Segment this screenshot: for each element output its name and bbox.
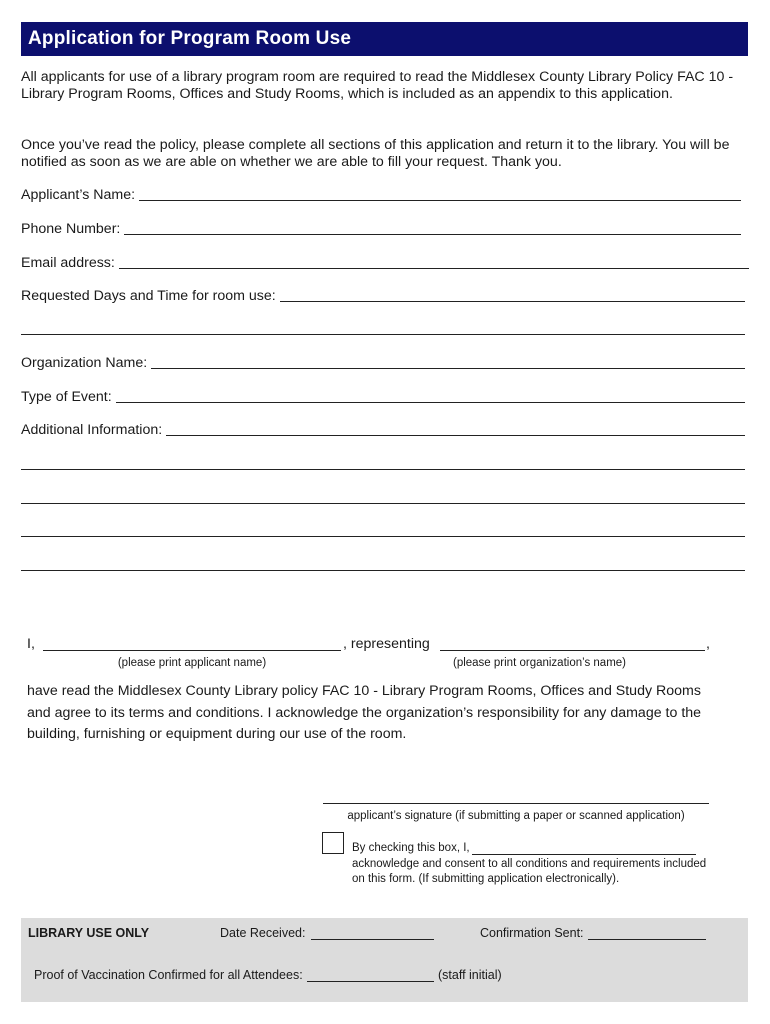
additional-info-input[interactable] [166,421,745,436]
confirmation-sent-label: Confirmation Sent: [480,926,584,940]
event-type-label: Type of Event: [21,389,112,405]
staff-initial-label: (staff initial) [438,968,502,982]
event-type-input[interactable] [116,388,745,403]
library-use-panel [21,918,748,1002]
declaration-applicant-name-input[interactable] [43,636,341,651]
declaration-organization-input[interactable] [440,636,705,651]
requested-days-input[interactable] [280,287,745,302]
signature-caption: applicant’s signature (if submitting a paper or scanned application) [347,810,685,822]
email-address-input[interactable] [119,254,749,269]
vaccination-label: Proof of Vaccination Confirmed for all Attendees: [34,968,303,982]
additional-info-row [21,421,745,439]
organization-name-row [21,354,745,372]
requested-days-row [21,287,745,305]
signature-input[interactable] [323,789,709,804]
declaration-body: have read the Middlesex County Library policy FAC 10 - Library Program Rooms, Offices and Study Rooms and agree to its terms and conditions. I acknowledge the organization’s responsibility for any damage to the building, furnishing or equipment during our use of the room. [27,683,702,742]
additional-info-line-3[interactable] [21,489,745,504]
consent-prefix: By checking this box, I, [352,842,470,854]
applicant-name-input[interactable] [139,186,741,201]
email-address-label: Email address: [21,255,115,271]
additional-info-line-2[interactable] [21,455,745,470]
intro-paragraph-2: Once you’ve read the policy, please complete all sections of this application and return it to the library. You will be notified as soon as we are able on whether we are able to fill your request. Thank you. [21,137,730,170]
organization-name-input[interactable] [151,354,745,369]
applicant-name-caption: (please print applicant name) [117,657,267,669]
date-received-input[interactable] [311,926,434,940]
organization-name-label: Organization Name: [21,355,148,371]
consent-text: acknowledge and consent to all conditions and requirements included on this form. (If submitting application electronically). [352,857,707,885]
declaration-prefix: I, [27,636,35,652]
confirmation-sent-input[interactable] [588,926,706,940]
requested-days-label: Requested Days and Time for room use: [21,288,276,304]
additional-info-line-5[interactable] [21,556,745,571]
intro-paragraph-1: All applicants for use of a library program room are required to read the Middlesex County Library Policy FAC 10 - Library Program Rooms, Offices and Study Rooms, which is included as an appendix to this application. [21,69,734,102]
date-received-label: Date Received: [220,926,306,940]
consent-name-input[interactable] [472,842,696,855]
applicant-name-label: Applicant’s Name: [21,187,136,203]
library-use-heading: LIBRARY USE ONLY [28,926,150,940]
consent-text-block [352,841,722,888]
phone-number-row [21,220,741,238]
consent-checkbox[interactable] [322,832,344,854]
organization-name-caption: (please print organization’s name) [452,657,627,669]
additional-info-line-4[interactable] [21,522,745,537]
event-type-row [21,388,745,406]
phone-number-label: Phone Number: [21,221,121,237]
declaration-representing: , representing [343,636,430,652]
phone-number-input[interactable] [124,220,741,235]
page-title: Application for Program Room Use [21,22,748,56]
email-address-row [21,254,749,272]
staff-initial-input[interactable] [307,968,434,982]
applicant-name-row [21,186,741,204]
requested-days-extra-line[interactable] [21,320,745,335]
additional-info-label: Additional Information: [21,422,163,438]
declaration-suffix: , [706,636,710,652]
